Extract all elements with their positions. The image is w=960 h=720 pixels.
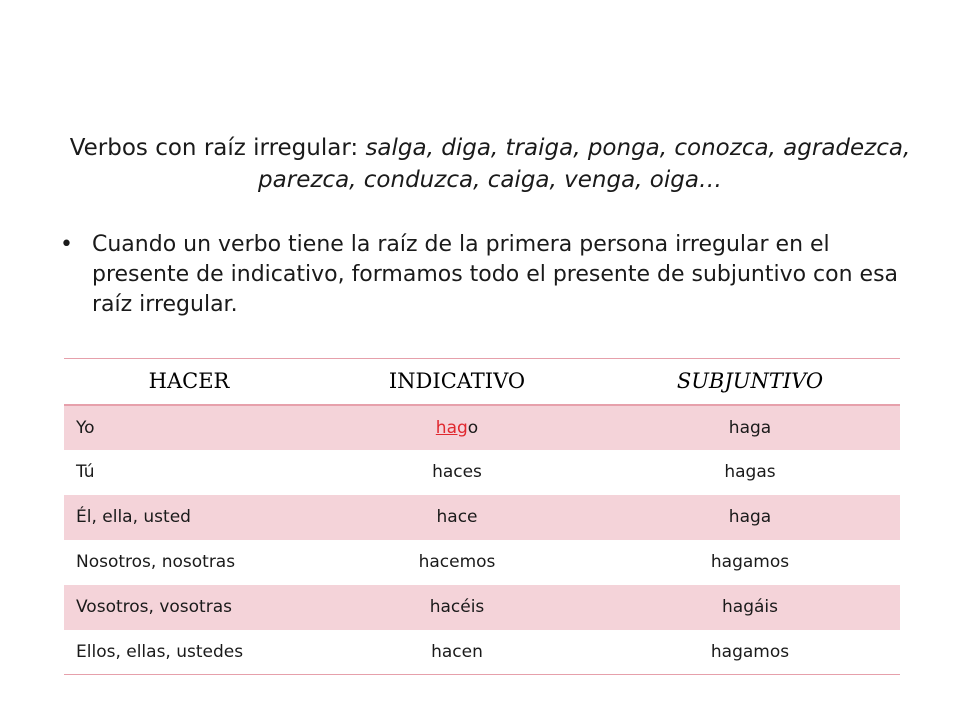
bullet-text: Cuando un verbo tiene la raíz de la primera persona irregular en el presente de indicativo, formamos todo el presente de subjuntivo con esa raíz irregular.: [92, 232, 899, 317]
subjunctive-cell: hagas: [724, 462, 776, 482]
table-row: [64, 630, 900, 675]
irregular-stem: hag: [435, 417, 468, 438]
slide-title: [60, 132, 920, 196]
table-header-row: [64, 359, 900, 405]
table-row: [64, 450, 900, 495]
subjunctive-cell: hagáis: [600, 585, 900, 630]
indicative-ending: o: [467, 417, 479, 438]
person-cell: Tú: [76, 462, 95, 482]
indicative-cell: [314, 405, 600, 450]
indicative-cell: hacéis: [314, 585, 600, 630]
subjunctive-cell: hagamos: [600, 630, 900, 675]
header-subjunctive: SUBJUNTIVO: [600, 359, 900, 405]
person-cell: Él, ella, usted: [64, 495, 314, 540]
table-row: [64, 495, 900, 540]
header-indicative: INDICATIVO: [314, 359, 600, 405]
subjunctive-cell: haga: [600, 405, 900, 450]
subjunctive-cell: hagamos: [710, 552, 790, 572]
person-cell: Nosotros, nosotras: [76, 552, 236, 572]
subjunctive-cell: haga: [600, 495, 900, 540]
header-verb: HACER: [64, 359, 314, 405]
bullet-dot: •: [60, 232, 73, 257]
person-cell: Vosotros, vosotras: [64, 585, 314, 630]
person-cell: Yo: [64, 405, 314, 450]
indicative-cell: haces: [432, 462, 482, 482]
conjugation-table: [64, 358, 900, 675]
table-row: [64, 585, 900, 630]
person-cell: Ellos, ellas, ustedes: [64, 630, 314, 675]
title-lead: Verbos con raíz irregular:: [69, 135, 366, 161]
bullet-point: [60, 230, 920, 320]
table-row: [64, 540, 900, 585]
indicative-cell: hacemos: [418, 552, 496, 572]
title-verb-list: salga, diga, traiga, ponga, conozca, agradezca, parezca, conduzca, caiga, venga, oiga…: [258, 135, 911, 193]
indicative-cell: hacen: [314, 630, 600, 675]
indicative-cell: hace: [314, 495, 600, 540]
table-row: [64, 405, 900, 450]
